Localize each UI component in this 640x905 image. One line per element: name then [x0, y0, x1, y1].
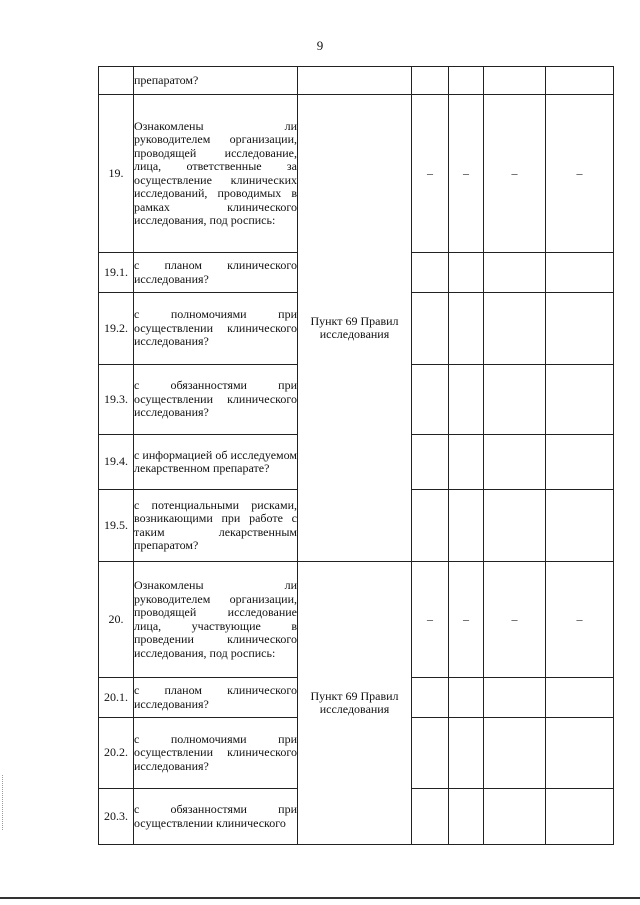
answer-yes-cell [412, 678, 449, 718]
answer-no-cell [449, 435, 484, 490]
comment-cell [546, 67, 614, 95]
row-number: 20. [99, 562, 134, 678]
comment-cell [546, 435, 614, 490]
row-number: 20.2. [99, 718, 134, 789]
question-cell: с планом клинического исследования? [134, 678, 298, 718]
answer-yes-cell [412, 789, 449, 845]
answer-yes-cell [412, 718, 449, 789]
answer-no-cell [449, 67, 484, 95]
question-cell: с планом клинического исследования? [134, 253, 298, 293]
answer-no-cell [449, 365, 484, 435]
question-cell: Ознакомлены ли руководителем организации, проводящей исследование лица, участвующие в проведении клинического исследования, под роспись: [134, 562, 298, 678]
answer-no-cell [449, 490, 484, 562]
question-cell: с полномочиями при осуществлении клинического исследования? [134, 718, 298, 789]
answer-yes-cell [412, 435, 449, 490]
comment-cell [546, 718, 614, 789]
answer-yes-cell [412, 253, 449, 293]
scan-artifact [2, 775, 4, 830]
answer-yes-cell: – [412, 95, 449, 253]
question-cell: с информацией об исследуемом лекарственном препарате? [134, 435, 298, 490]
page-bottom-edge [0, 897, 640, 899]
question-cell: с полномочиями при осуществлении клинического исследования? [134, 293, 298, 365]
comment-cell: – [546, 95, 614, 253]
answer-na-cell [484, 718, 546, 789]
answer-yes-cell [412, 293, 449, 365]
answer-yes-cell [412, 365, 449, 435]
answer-no-cell [449, 293, 484, 365]
answer-na-cell [484, 293, 546, 365]
reference-cell: Пункт 69 Правил исследования [298, 562, 412, 845]
table-row [99, 67, 614, 95]
answer-no-cell [449, 789, 484, 845]
answer-yes-cell [412, 490, 449, 562]
answer-yes-cell [412, 67, 449, 95]
comment-cell [546, 490, 614, 562]
answer-no-cell: – [449, 95, 484, 253]
comment-cell [546, 789, 614, 845]
answer-na-cell [484, 678, 546, 718]
row-number: 19.3. [99, 365, 134, 435]
comment-cell [546, 678, 614, 718]
reference-cell: Пункт 69 Правил исследования [298, 95, 412, 562]
question-cell: препаратом? [134, 67, 298, 95]
table-row [99, 562, 614, 678]
answer-na-cell: – [484, 95, 546, 253]
comment-cell [546, 365, 614, 435]
row-number: 20.1. [99, 678, 134, 718]
row-number: 20.3. [99, 789, 134, 845]
page-number: 9 [316, 38, 324, 53]
answer-na-cell [484, 365, 546, 435]
answer-na-cell [484, 253, 546, 293]
row-number: 19.1. [99, 253, 134, 293]
reference-cell [298, 67, 412, 95]
row-number: 19.5. [99, 490, 134, 562]
row-number: 19.2. [99, 293, 134, 365]
row-number [99, 67, 134, 95]
answer-na-cell [484, 490, 546, 562]
answer-na-cell [484, 789, 546, 845]
answer-na-cell [484, 67, 546, 95]
answer-no-cell [449, 678, 484, 718]
answer-yes-cell: – [412, 562, 449, 678]
answer-no-cell [449, 253, 484, 293]
checklist-table [98, 66, 614, 845]
row-number: 19.4. [99, 435, 134, 490]
answer-no-cell: – [449, 562, 484, 678]
comment-cell [546, 293, 614, 365]
answer-na-cell [484, 435, 546, 490]
question-cell: с обязанностями при осуществлении клинического исследования? [134, 365, 298, 435]
question-cell: с обязанностями при осуществлении клинического [134, 789, 298, 845]
row-number: 19. [99, 95, 134, 253]
answer-na-cell: – [484, 562, 546, 678]
question-cell: Ознакомлены ли руководителем организации, проводящей исследование, лица, ответственные за осуществление клинических исследований, проводимых в рамках клинического исследования, под роспись: [134, 95, 298, 253]
answer-no-cell [449, 718, 484, 789]
table-row [99, 95, 614, 253]
comment-cell [546, 253, 614, 293]
question-cell: с потенциальными рисками, возникающими при работе с таким лекарственным препаратом? [134, 490, 298, 562]
comment-cell: – [546, 562, 614, 678]
